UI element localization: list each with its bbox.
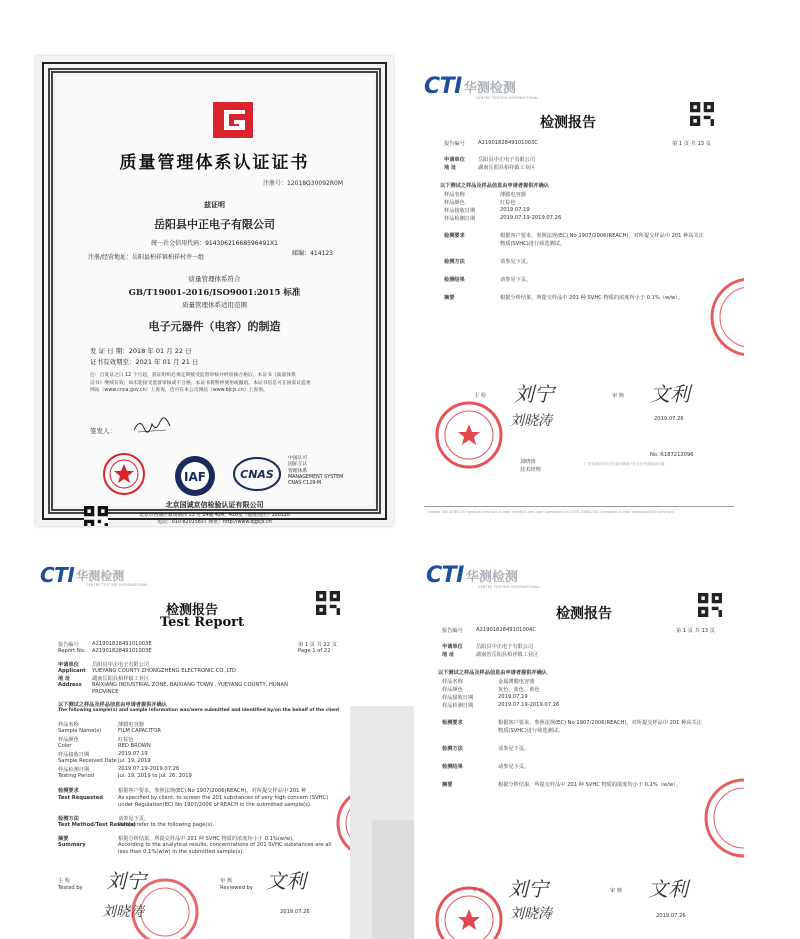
approver-name: 刘晓涛	[520, 459, 536, 465]
received-date-label-en: Sample Received Date	[58, 758, 117, 764]
cti-brand: CTI	[426, 563, 464, 588]
testing-date-label: 样品检测日期	[444, 216, 476, 222]
sample-color-value: 红棕色	[118, 737, 134, 743]
method-value: 请参见下页。	[498, 746, 530, 752]
cti-brand-cn: 华测检测	[463, 81, 516, 96]
report-number-label: 报告编号	[442, 628, 463, 634]
testing-date-value: 2019.07.19-2019.07.26	[498, 702, 560, 708]
accreditation-line: 管理体系	[288, 468, 308, 474]
report-number-label-en: Report No.	[58, 648, 86, 654]
reviewer-signature-icon: 文利	[648, 877, 688, 901]
page-indicator: 第 1 页 共 13 页	[672, 141, 711, 147]
sample-color-value: 红棕色	[500, 200, 516, 206]
received-date-value-en: Jul. 19, 2019	[118, 758, 151, 764]
applicant-label: 申请单位	[444, 157, 465, 163]
result-value: 请参见下页。	[498, 764, 530, 770]
cti-stamp-icon	[130, 877, 200, 939]
credit-code: 统一社会信用代码：91430621668596491X1	[151, 240, 278, 247]
cti-brand-sub: CENTRE TESTING INTERNATIONAL	[478, 585, 541, 589]
reviewer-label-en: Reviewed by	[220, 885, 254, 891]
applicant-value: 岳阳县中正电子有限公司	[478, 157, 536, 163]
requirement-value-en-2: under Regulation(EC) No 1907/2006 of REACH in the submitted sample(s).	[118, 802, 312, 808]
requirement-label: 检测要求	[442, 720, 463, 726]
cti-brand-cn: 华测检测	[465, 570, 518, 585]
company-stamp-icon	[710, 272, 744, 362]
iaf-logo-icon	[170, 454, 220, 498]
scope-label: 质量管理体系适用范围	[182, 301, 247, 309]
sample-name-value: 薄膜电容器	[500, 192, 526, 198]
report-code: No. R187212096	[650, 452, 694, 458]
address-label: 地 址	[442, 652, 455, 658]
cti-brand-cn: 华测检测	[76, 569, 125, 583]
summary-label: 摘要	[442, 782, 453, 788]
sample-info-header: 以下测试之样品及样品信息由申请者提供并确认	[438, 670, 547, 676]
requirement-line: 物质(SVHC)进行筛选测试。	[500, 241, 566, 247]
accreditation-line: MANAGEMENT SYSTEM	[288, 474, 344, 480]
address-label-en: Address	[58, 682, 82, 688]
postcode: 邮编：414123	[292, 250, 333, 257]
received-date-value: 2019.07.19	[500, 207, 530, 213]
iaf-label: IAF	[184, 470, 206, 484]
qr-code-icon	[84, 506, 108, 526]
method-value: 请参见下页。	[118, 816, 150, 822]
conformity-label: 质量管理体系符合	[188, 275, 241, 283]
address-value-en-2: PROVINCE	[92, 689, 119, 695]
test-report-3	[414, 547, 744, 939]
received-date-label: 样品接收日期	[442, 695, 474, 701]
sample-name-value-en: FILM CAPACITOR	[118, 728, 161, 734]
method-label: 检测方法	[58, 816, 79, 822]
sample-color-label-en: Color	[58, 743, 72, 749]
requirement-value: 根据客户要求，参照法规(EC) No 1907/2006(REACH)，对所提交样品中 201 种	[118, 788, 307, 794]
sample-color-value-en: RED BROWN	[118, 743, 151, 749]
reviewer-signature-icon: 文利	[650, 382, 690, 406]
cti-brand-sub: CENTRE TESTING INTERNATIONAL	[86, 583, 149, 587]
received-date-value: 2019.07.19	[118, 751, 148, 757]
tester-label: 主 检	[472, 888, 485, 894]
reviewer-label: 审 核	[220, 878, 233, 884]
sample-info-header-en: The following sample(s) and sample information was/were submitted and identified by/on the behalf of the client	[58, 708, 340, 713]
summary-value: 根据分析结果，所提交样品中 201 种 SVHC 物质的浓度均小于 0.1%（w/w）。	[500, 295, 684, 301]
testing-date-label: 样品检测日期	[442, 703, 474, 709]
accreditation-line: CNAS C129-M	[288, 481, 322, 487]
applicant-label: 申请单位	[442, 644, 463, 650]
page-indicator: 第 1 页 共 22 页	[298, 642, 337, 648]
address-label: 地 址	[58, 676, 71, 682]
cnas-logo-icon	[232, 454, 282, 494]
testing-date-value-en: Jul. 19, 2019 to Jul. 26, 2019	[118, 773, 192, 779]
report-date: 2019.07.26	[656, 913, 686, 919]
accreditation-line: 中国认可	[288, 456, 308, 461]
registered-address: 注册/经营地址：岳阳县柏祥镇柏祥村井一组	[88, 254, 205, 261]
tester-signature-icon: 刘宁	[514, 382, 554, 406]
note-line: 证书》继续有效；如未能接受监督审核或不合格，本证书将暂停使用或撤销。本证书信息可在国家认监委	[90, 380, 311, 386]
tester-signature-icon: 刘宁	[508, 877, 548, 901]
certified-scope: 电子元器件（电容）的制造	[148, 320, 281, 333]
tester-label-en: Tested by	[58, 885, 83, 891]
sample-info-header: 以下测试之样品及样品信息由申请者提供并确认	[440, 183, 549, 189]
method-value-en: Please refer to the following page(s).	[118, 822, 214, 828]
note-line: 网站（www.cnca.gov.cn）上查询，也可在本公司网站（www.bjcjs.cn）上查询。	[90, 388, 268, 393]
standard-name: GB/T19001-2016/ISO9001:2015 标准	[128, 288, 301, 298]
summary-label: 摘要	[444, 295, 455, 301]
summary-value: 根据分析结果，所提交样品中 201 种 SVHC 物质的浓度均小于 0.1%(w/w)。	[118, 836, 298, 842]
method-value: 请参见下页。	[500, 259, 532, 265]
report-number-label: 报告编号	[444, 141, 465, 147]
summary-value-en: According to the analytical results, concentrations of 201 SVHC substances are all	[118, 842, 332, 848]
issue-date: 发 证 日 期：2018 年 01 月 22 日	[90, 347, 192, 355]
result-label: 检测结果	[442, 764, 463, 770]
certify-label: 兹证明	[204, 201, 225, 209]
expiry-date: 证书有效期至：2021 年 01 月 21 日	[90, 358, 199, 366]
sample-name-label: 样品名称	[444, 192, 465, 198]
signature-icon	[132, 416, 172, 436]
requirement-label: 检测要求	[58, 788, 79, 794]
applicant-label: 申请单位	[58, 662, 79, 668]
footer-address: 广东省深圳市宝安区新安街道兴东社区华测检测大楼	[584, 462, 665, 466]
address-value: 湖南省岳阳县柏祥镇工业区	[476, 652, 539, 658]
address-label: 地 址	[444, 165, 457, 171]
report-title-cn: 检测报告	[166, 603, 219, 618]
issuer-name: 北京国诚京信检验认证有限公司	[165, 501, 264, 509]
approver-signature-icon: 刘晓涛	[510, 413, 552, 429]
background-panel	[372, 820, 418, 939]
requirement-value-en: As specified by client, to screen the 201 substances of very high concern (SVHC)	[118, 795, 329, 801]
address-value-en: BAIXIANG INDUSTRIAL ZONE, BAIXIANG TOWN , YUEYANG COUNTY, HUNAN	[92, 682, 288, 688]
certified-company: 岳阳县中正电子有限公司	[154, 218, 275, 231]
accreditation-info	[288, 456, 343, 487]
signer-label: 签发人：	[90, 427, 116, 435]
footer-contact: Hotline 400-6788-333 www.cti-cert.com E-mail: info@cti-cert.com Complaint call 0755-33681700 Complaint E-mail: complaint@cti-cert.com	[428, 510, 674, 514]
report-number: A2190182849101003C	[478, 140, 538, 146]
summary-value-en-2: less than 0.1%(w/w) in the submitted sample(s).	[118, 849, 245, 855]
approver-title: 技术经理	[520, 467, 541, 473]
qr-code-icon	[690, 102, 714, 126]
report-date: 2019.07.26	[654, 416, 684, 422]
summary-value: 根据分析结果，所提交样品中 201 种 SVHC 物质的浓度均小于 0.1%（w/w）。	[498, 782, 682, 788]
method-label: 检测方法	[442, 746, 463, 752]
sample-name-value: 金属薄膜电容器	[498, 679, 535, 685]
cnas-logo	[232, 454, 282, 494]
method-label: 检测方法	[444, 259, 465, 265]
sample-name-label: 样品名称	[442, 679, 463, 685]
test-report-1	[414, 60, 744, 522]
report-title: 检测报告	[540, 115, 596, 131]
summary-label: 摘要	[58, 836, 69, 842]
accreditation-line: 国际互认	[288, 462, 308, 468]
approver-signature-icon: 刘晓涛	[102, 904, 144, 920]
certificate-dates	[90, 346, 198, 368]
requirement-line: 物质(SVHC)进行筛选测试。	[498, 728, 564, 734]
qr-code-icon	[698, 593, 722, 617]
result-value: 请参见下页。	[500, 277, 532, 283]
iaf-logo	[170, 454, 220, 498]
requirement-label-en: Test Requested	[58, 795, 103, 801]
received-date-label: 样品接收日期	[58, 752, 90, 758]
test-report-2	[30, 547, 372, 939]
sample-color-label: 样品颜色	[58, 737, 79, 743]
address-value: 湖南岳阳县柏祥镇工业区	[478, 165, 536, 171]
approver-signature-icon: 刘晓涛	[510, 906, 552, 922]
tester-label: 主 检	[474, 393, 487, 399]
testing-date-value: 2019.07.19-2019.07.26	[118, 766, 180, 772]
requirement-line: 根据客户要求，参照法规(EC) No 1907/2006(REACH)，对所提交样品中 201 种高关注	[500, 233, 704, 239]
received-date-value: 2019.07.19	[498, 694, 528, 700]
tester-signature-icon: 刘宁	[106, 869, 146, 893]
report-number: A2190182849101004C	[476, 627, 536, 633]
cnas-label: CNAS	[240, 468, 274, 481]
reviewer-label: 审 核	[610, 888, 623, 894]
issuer-address: 北京市西城区教场胡同 13 号 24幢 424、426室（德胜园区）100120	[139, 513, 290, 518]
report-number-label: 报告编号	[58, 642, 79, 648]
certificate-title: 质量管理体系认证证书	[119, 153, 310, 173]
applicant-value: 岳阳县中正电子有限公司	[476, 644, 534, 650]
cti-brand: CTI	[40, 563, 75, 587]
testing-date-label-en: Testing Period	[58, 773, 95, 779]
sample-color-label: 样品颜色	[442, 687, 463, 693]
report-number-en: A2190182849101003E	[92, 648, 152, 654]
sample-color-value: 灰色，蓝色，黄色	[498, 687, 540, 693]
received-date-label: 样品接收日期	[444, 208, 476, 214]
summary-label-en: Summary	[58, 842, 86, 848]
sample-color-label: 样品颜色	[444, 200, 465, 206]
method-label-en: Test Method/Test Result(s)	[58, 822, 136, 828]
reviewer-signature-icon: 文利	[266, 869, 306, 893]
report-title-en: Test Report	[160, 615, 244, 630]
certificate-body	[56, 76, 373, 525]
address-value: 湖南岳阳县柏祥镇工业区	[92, 676, 150, 682]
cti-brand: CTI	[424, 74, 462, 99]
applicant-value: 岳阳县中正电子有限公司	[92, 662, 150, 668]
testing-date-label: 样品检测日期	[58, 767, 90, 773]
sample-name-label: 样品名称	[58, 722, 79, 728]
cti-stamp-icon	[434, 400, 504, 470]
testing-date-value: 2019.07.19-2019.07.26	[500, 215, 562, 221]
note-line: 注：自发证之日 12 个月起，获证组织必须定期接受监督审核并经审核合格后，本证书《质量体系	[90, 373, 296, 378]
certification-seal-icon	[102, 452, 146, 496]
report-title: 检测报告	[556, 606, 612, 622]
certification-body-logo-icon	[204, 102, 262, 138]
report-date: 2019.07.26	[280, 909, 310, 915]
footer-divider	[424, 506, 734, 507]
sample-name-label-en: Sample Name(s)	[58, 728, 102, 734]
company-stamp-icon	[704, 773, 744, 863]
sample-name-value: 薄膜电容器	[118, 722, 144, 728]
issuer-contact: 电话：010-82015837 网址：http://www.bjgcjx.cn	[157, 520, 272, 525]
applicant-label-en: Applicant	[58, 668, 86, 674]
result-label: 检测结果	[444, 277, 465, 283]
certificate-number: 注册号：12018Q30092R0M	[262, 180, 343, 187]
cti-stamp-icon	[434, 885, 504, 939]
report-number: A2190182849101003E	[92, 641, 152, 647]
page-indicator-en: Page 1 of 22	[298, 648, 331, 654]
cti-brand-sub: CENTRE TESTING INTERNATIONAL	[476, 96, 539, 100]
requirement-label: 检测要求	[444, 233, 465, 239]
tester-label: 主 检	[58, 878, 71, 884]
page-indicator: 第 1 页 共 13 页	[676, 628, 715, 634]
applicant-value-en: YUEYANG COUNTY ZHONGZHENG ELECTRONIC CO.,LTD	[92, 668, 236, 674]
quality-certificate	[36, 56, 393, 526]
certificate-note	[90, 372, 343, 395]
requirement-line: 根据客户要求，参照法规(EC) No 1907/2006(REACH)，对所提交样品中 201 种高关注	[498, 720, 702, 726]
reviewer-label: 审 核	[612, 393, 625, 399]
sample-info-header: 以下测试之样品及样品信息由申请者提供并确认	[58, 702, 167, 708]
qr-code-icon	[316, 591, 340, 615]
